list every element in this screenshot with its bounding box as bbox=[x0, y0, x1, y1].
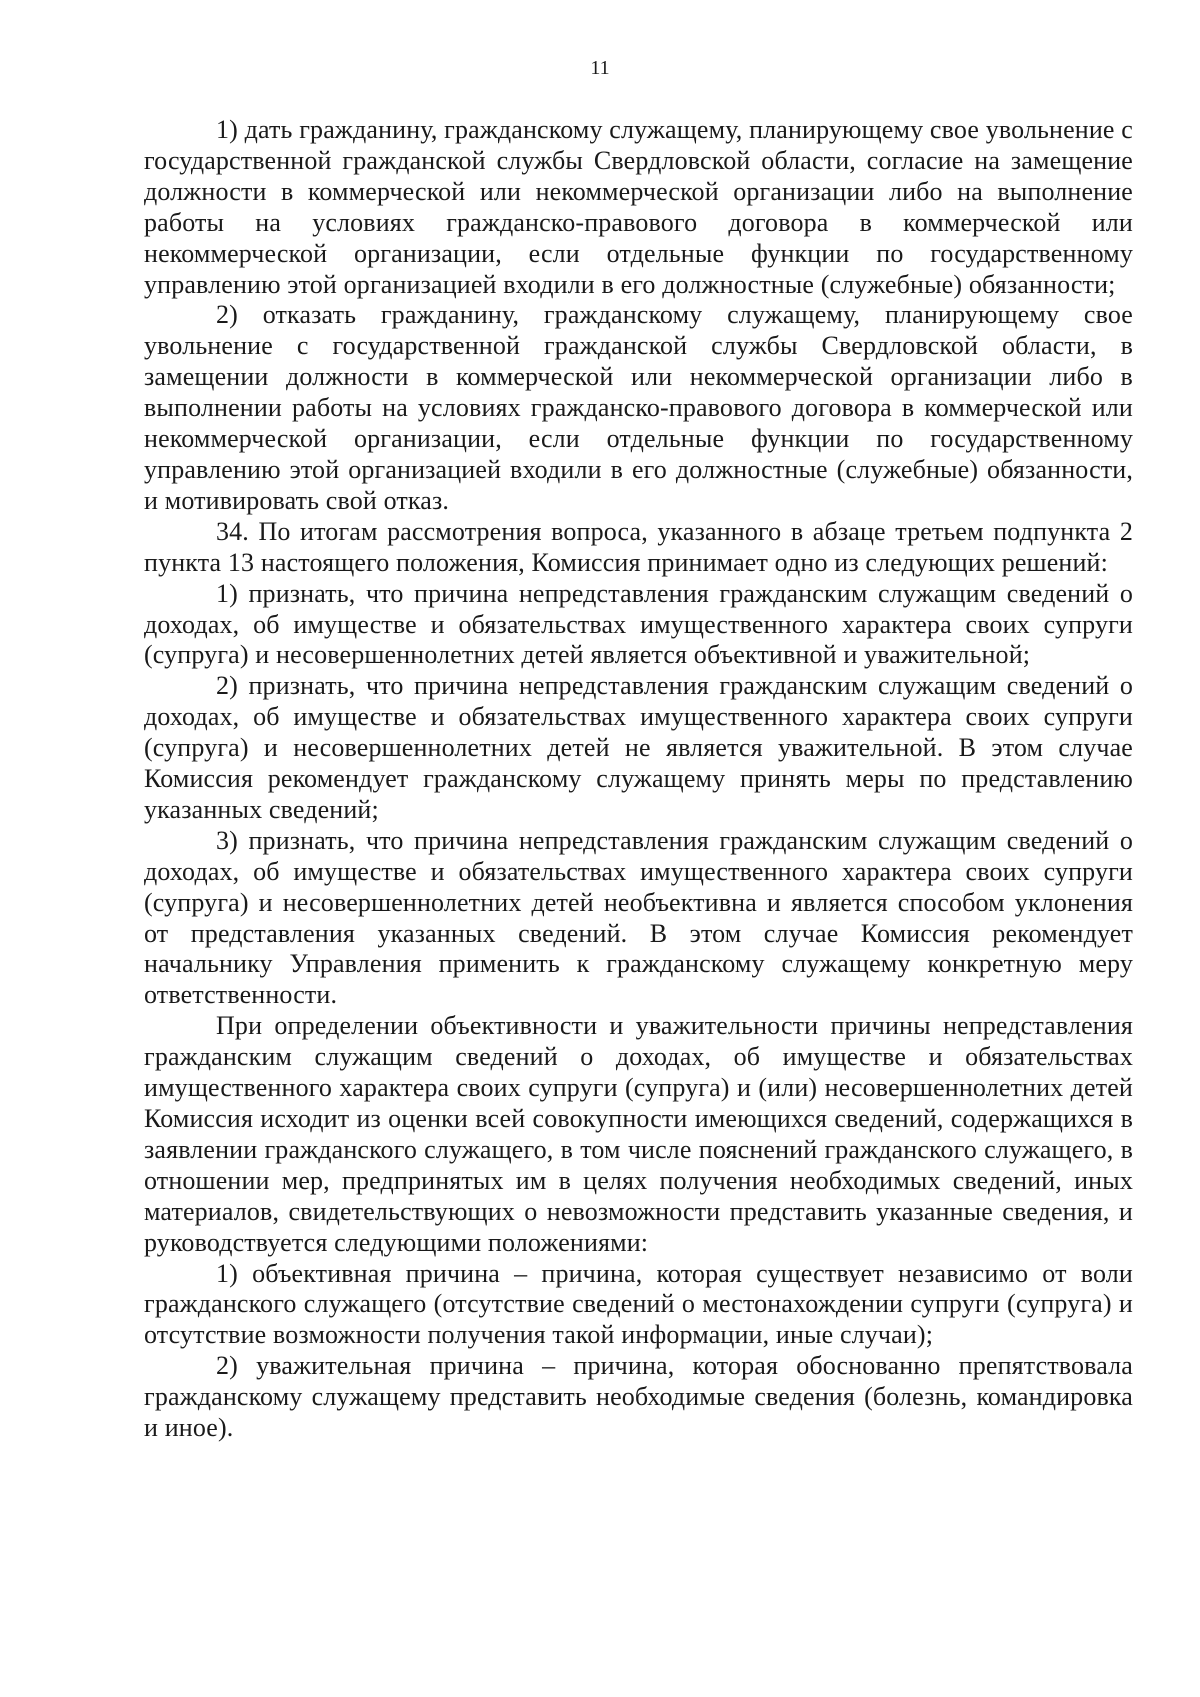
paragraph-clause-34: 34. По итогам рассмотрения вопроса, указанного в абзаце третьем подпункта 2 пункта 13 настоящего положения, Комиссия принимает одно из следующих решений: bbox=[144, 516, 1133, 577]
paragraph-item-1-consent: 1) дать гражданину, гражданскому служащему, планирующему свое увольнение с государственной гражданской службы Свердловской области, согласие на замещение должности в коммерческой или некоммерческой организации либо на выполнение работы на условиях гражданско-правового договора в коммерческой или некоммерческой организации, если отдельные функции по государственному управлению этой организацией входили в его должностные (служебные) обязанности; bbox=[144, 115, 1133, 299]
paragraph-decision-2: 2) признать, что причина непредставления гражданским служащим сведений о доходах, об имуществе и обязательствах имущественного характера своих супруги (супруга) и несовершеннолетних детей не является уважительной. В этом случае Комиссия рекомендует гражданскому служащему принять меры по представлению указанных сведений; bbox=[144, 671, 1133, 824]
paragraph-valid-reason: 2) уважительная причина – причина, которая обоснованно препятствовала гражданскому служащему представить необходимые сведения (болезнь, командировка и иное). bbox=[144, 1351, 1133, 1443]
paragraph-item-2-refusal: 2) отказать гражданину, гражданскому служащему, планирующему свое увольнение с государственной гражданской службы Свердловской области, в замещении должности в коммерческой или некоммерческой организации либо в выполнении работы на условиях гражданско-правового договора в коммерческой или некоммерческой организации, если отдельные функции по государственному управлению этой организацией входили в его должностные (служебные) обязанности, и мотивировать свой отказ. bbox=[144, 300, 1133, 515]
paragraph-decision-3: 3) признать, что причина непредставления гражданским служащим сведений о доходах, об имуществе и обязательствах имущественного характера своих супруги (супруга) и несовершеннолетних детей необъективна и является способом уклонения от представления указанных сведений. В этом случае Комиссия рекомендует начальнику Управления применить к гражданскому служащему конкретную меру ответственности. bbox=[144, 825, 1133, 1010]
paragraph-objective-reason: 1) объективная причина – причина, которая существует независимо от воли гражданского служащего (отсутствие сведений о местонахождении супруги (супруга) и отсутствие возможности получения такой информации, иные случаи); bbox=[144, 1258, 1133, 1350]
page-number: 11 bbox=[590, 57, 610, 79]
document-body bbox=[144, 115, 1133, 1444]
paragraph-decision-1: 1) признать, что причина непредставления гражданским служащим сведений о доходах, об имуществе и обязательствах имущественного характера своих супруги (супруга) и несовершеннолетних детей является объективной и уважительной; bbox=[144, 578, 1133, 670]
paragraph-assessment: При определении объективности и уважительности причины непредставления гражданским служащим сведений о доходах, об имуществе и обязательствах имущественного характера своих супруги (супруга) и (или) несовершеннолетних детей Комиссия исходит из оценки всей совокупности имеющихся сведений, содержащихся в заявлении гражданского служащего, в том числе пояснений гражданского служащего, в отношении мер, предпринятых им в целях получения необходимых сведений, иных материалов, свидетельствующих о невозможности представить указанные сведения, и руководствуется следующими положениями: bbox=[144, 1011, 1133, 1257]
